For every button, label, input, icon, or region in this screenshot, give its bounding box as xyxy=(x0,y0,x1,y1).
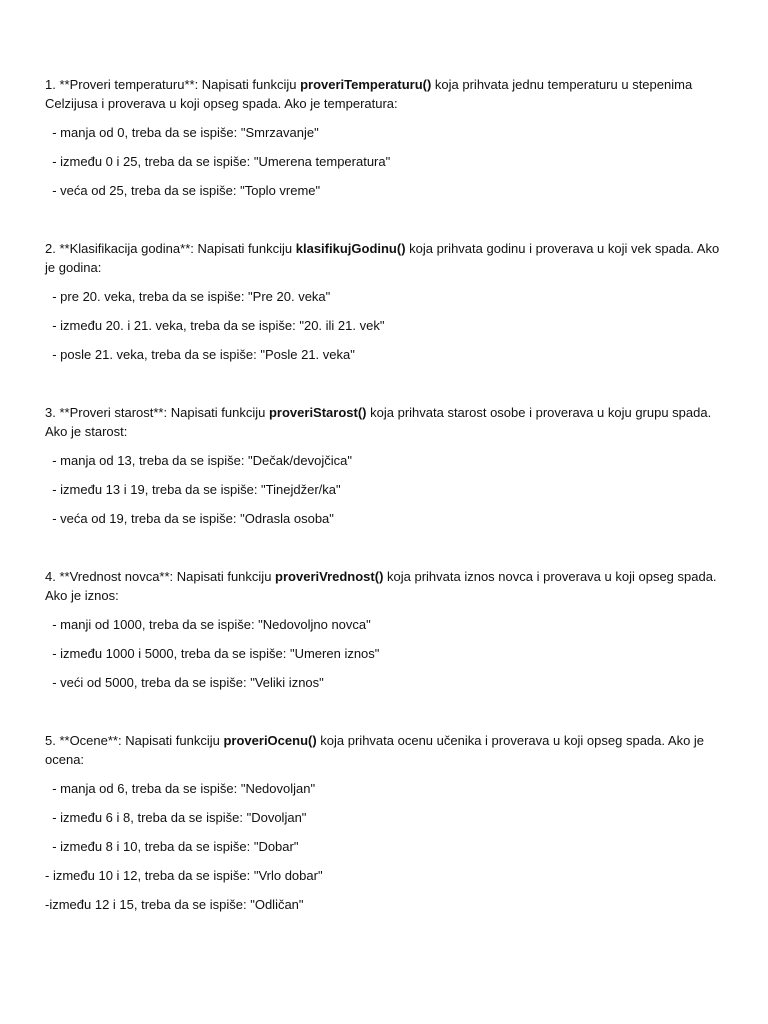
condition-item: - manja od 6, treba da se ispiše: "Nedovoljan" xyxy=(45,781,316,796)
task-2 xyxy=(45,239,725,364)
function-name: proveriTemperaturu() xyxy=(300,77,432,92)
condition-item: - manja od 0, treba da se ispiše: "Smrzavanje" xyxy=(45,125,319,140)
task-description xyxy=(45,403,725,441)
document-page xyxy=(45,75,725,914)
condition-item: - između 0 i 25, treba da se ispiše: "Umerena temperatura" xyxy=(45,154,391,169)
condition-item: - veća od 25, treba da se ispiše: "Toplo vreme" xyxy=(45,183,321,198)
condition-item: - manja od 13, treba da se ispiše: "Dečak/devojčica" xyxy=(45,453,352,468)
condition-item: - između 13 i 19, treba da se ispiše: "Tinejdžer/ka" xyxy=(45,482,341,497)
task-description xyxy=(45,731,725,769)
task-5 xyxy=(45,731,725,914)
function-name: proveriOcenu() xyxy=(223,733,317,748)
condition-item: - manji od 1000, treba da se ispiše: "Nedovoljno novca" xyxy=(45,617,371,632)
condition-item: -između 12 i 15, treba da se ispiše: "Odličan" xyxy=(45,897,304,912)
condition-item: - između 6 i 8, treba da se ispiše: "Dovoljan" xyxy=(45,810,307,825)
condition-item: - između 20. i 21. veka, treba da se ispiše: "20. ili 21. vek" xyxy=(45,318,385,333)
task-intro-rest: koja prihvata iznos novca i proverava u koji opseg spada. Ako je iznos: xyxy=(45,569,717,603)
condition-item: - pre 20. veka, treba da se ispiše: "Pre 20. veka" xyxy=(45,289,331,304)
task-intro: 2. **Klasifikacija godina**: Napisati funkciju xyxy=(45,241,296,256)
task-intro-rest: koja prihvata jednu temperaturu u stepenima Celzijusa i proverava u koji opseg spada. Ako je temperatura: xyxy=(45,77,693,111)
task-intro: 5. **Ocene**: Napisati funkciju xyxy=(45,733,224,748)
condition-item: - između 1000 i 5000, treba da se ispiše: "Umeren iznos" xyxy=(45,646,380,661)
function-name: proveriVrednost() xyxy=(275,569,384,584)
function-name: klasifikujGodinu() xyxy=(295,241,406,256)
condition-item: - između 8 i 10, treba da se ispiše: "Dobar" xyxy=(45,839,299,854)
task-description xyxy=(45,567,725,605)
function-name: proveriStarost() xyxy=(268,405,367,420)
condition-item: - veća od 19, treba da se ispiše: "Odrasla osoba" xyxy=(45,511,334,526)
task-intro: 4. **Vrednost novca**: Napisati funkciju xyxy=(45,569,276,584)
task-3 xyxy=(45,403,725,528)
task-1 xyxy=(45,75,725,200)
task-4 xyxy=(45,567,725,692)
task-intro-rest: koja prihvata ocenu učenika i proverava u koji opseg spada. Ako je ocena: xyxy=(45,733,705,767)
condition-item: - između 10 i 12, treba da se ispiše: "Vrlo dobar" xyxy=(45,868,323,883)
task-intro-rest: koja prihvata godinu i proverava u koji vek spada. Ako je godina: xyxy=(45,241,720,275)
condition-item: - posle 21. veka, treba da se ispiše: "Posle 21. veka" xyxy=(45,347,355,362)
task-intro: 1. **Proveri temperaturu**: Napisati funkciju xyxy=(45,77,301,92)
task-intro: 3. **Proveri starost**: Napisati funkciju xyxy=(45,405,269,420)
condition-item: - veći od 5000, treba da se ispiše: "Veliki iznos" xyxy=(45,675,324,690)
task-description xyxy=(45,239,725,277)
task-description xyxy=(45,75,725,113)
task-intro-rest: koja prihvata starost osobe i proverava u koju grupu spada. Ako je starost: xyxy=(45,405,712,439)
